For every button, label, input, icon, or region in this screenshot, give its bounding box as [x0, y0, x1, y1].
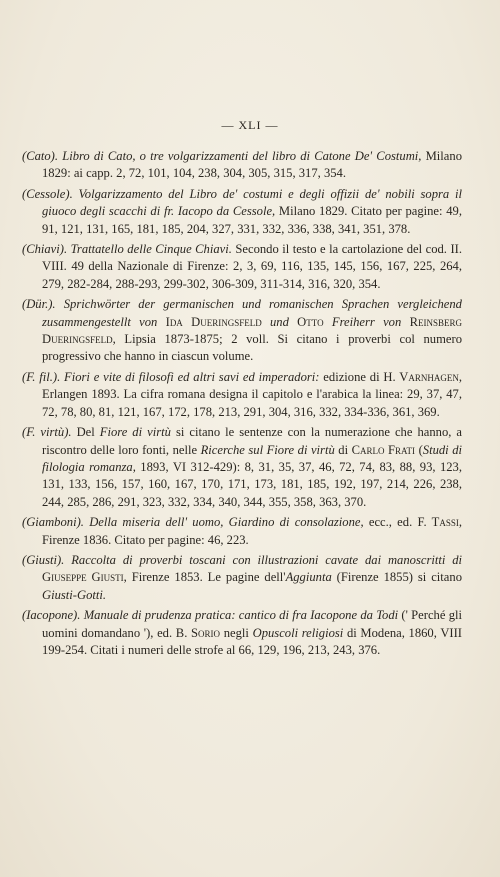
entry-f-fil: (F. fil.). Fiori e vite di filosofi ed altri savi ed imperadori: edizione di H. Varnhagen, Erlangen 1893. La cifra romana designa il capitolo e l'arabica la linea: 29, 37, 47, 72, 78, 80, 81, 121, 167, 172, 178, 213, 291, 304, 316, 332, 334-336, 361, 369. — [22, 369, 462, 419]
entry-f-virtu: (F. virtù). Del Fiore di virtù si citano le sentenze con la numerazione che hanno, a riscontro delle loro fonti, nelle Ricerche sul Fiore di virtù di Carlo Frati (Studi di filologia romanza, 1893, VI 312-429): 8, 31, 35, 37, 46, 72, 74, 83, 88, 93, 123, 131, 133, 156, 157, 160, 167, 170, 171, 173, 181, 185, 192, 197, 214, 226, 238, 244, 285, 286, 291, 323, 332, 334, 340, 344, 355, 358, 363, 370. — [22, 425, 463, 509]
page-number: — XLI — — [221, 118, 279, 132]
entry-iacopone: (Iacopone). Manuale di prudenza pratica: cantico di fra Iacopone da Todi (' Perché gli uomini domandano '), ed. B. Sorio negli Opuscoli religiosi di Modena, 1860, VIII 199-254. Citati i numeri delle strofe al 66, 129, 196, 213, 243, 376. — [22, 608, 462, 657]
entry-chiavi: (Chiavi). Trattatello delle Cinque Chiavi. Secondo il testo e la cartolazione del cod. II. VIII. 49 della Nazionale di Firenze: 2, 3, 69, 116, 135, 145, 156, 167, 225, 264, 279, 282-284, 288-293, 299-302, 306-309, 311-314, 316, 320, 354. — [22, 242, 462, 291]
entry-cato: (Cato). Libro di Cato, o tre volgarizzamenti del libro di Catone De' Costumi, Milano 1829: ai capp. 2, 72, 101, 104, 238, 304, 305, 315, 317, 354. — [22, 149, 462, 181]
entry-giamboni: (Giamboni). Della miseria dell' uomo, Giardino di consolazione, ecc., ed. F. Tassi, Firenze 1836. Citato per pagine: 46, 223. — [22, 515, 462, 547]
entry-dur: (Dür.). Sprichwörter der germanischen und romanischen Sprachen vergleichend zusammengestellt von Ida Dueringsfeld und Otto Freiherr von Reinsberg Dueringsfeld, Lipsia 1873-1875; 2 voll. Si citano i proverbi col numero progressivo che hanno in ciascun volume. — [22, 297, 462, 364]
bibliography-list — [22, 148, 462, 662]
entry-cessole: (Cessole). Volgarizzamento del Libro de' costumi e degli offizii de' nobili sopra il giuoco degli scacchi di fr. Iacopo da Cessole, Milano 1829. Citato per pagine: 49, 91, 121, 131, 165, 181, 185, 204, 327, 331, 332, 336, 338, 341, 351, 378. — [22, 186, 462, 236]
entry-giusti: (Giusti). Raccolta di proverbi toscani con illustrazioni cavate dai manoscritti di Giuseppe Giusti, Firenze 1853. Le pagine dell'Aggiunta (Firenze 1855) si citano Giusti-Gotti. — [22, 552, 462, 602]
